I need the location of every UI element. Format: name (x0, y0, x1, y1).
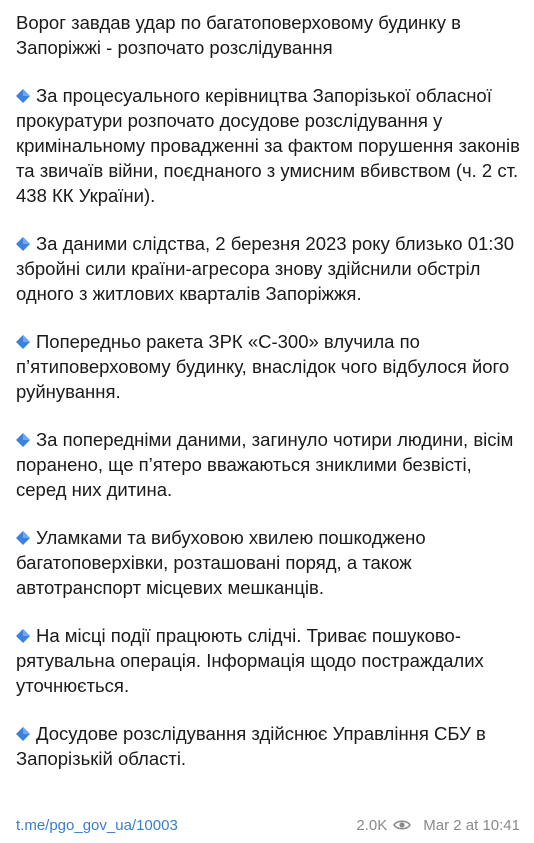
large-blue-diamond-icon (16, 89, 30, 103)
post-timestamp: Mar 2 at 10:41 (423, 816, 520, 834)
large-blue-diamond-icon (16, 531, 30, 545)
large-blue-diamond-icon (16, 629, 30, 643)
post-paragraph (16, 329, 522, 404)
post-link[interactable]: t.me/pgo_gov_ua/10003 (16, 816, 178, 834)
post-paragraph (16, 231, 522, 306)
post-paragraph (16, 525, 522, 600)
large-blue-diamond-icon (16, 727, 30, 741)
large-blue-diamond-icon (16, 237, 30, 251)
post-meta (356, 817, 520, 834)
post-paragraph-text: За процесуального керівництва Запорізької обласної прокуратури розпочато досудове розслідування у кримінальному провадженні за фактом порушення законів та звичаїв війни, поєднаного з умисним вбивством (ч. 2 ст. 438 КК України). (16, 85, 520, 206)
post-paragraph (16, 623, 522, 698)
post-paragraph-text: Досудове розслідування здійснює Управління СБУ в Запорізькій області. (16, 723, 486, 769)
large-blue-diamond-icon (16, 433, 30, 447)
post-paragraph (16, 427, 522, 502)
views-count: 2.0K (356, 816, 388, 834)
post-paragraph-text: За даними слідства, 2 березня 2023 року близько 01:30 збройні сили країни-агресора знову здійснили обстріл одного з житлових кварталів Запоріжжя. (16, 233, 515, 304)
post-title: Ворог завдав удар по багатоповерховому будинку в Запоріжжі - розпочато розслідування (16, 12, 461, 58)
post-paragraph-text: Уламками та вибуховою хвилею пошкоджено багатоповерхівки, розташовані поряд, а також автотранспорт місцевих мешканців. (16, 527, 426, 598)
post-paragraph (16, 721, 522, 771)
message-post (16, 10, 522, 779)
large-blue-diamond-icon (16, 335, 30, 349)
post-footer (16, 814, 520, 836)
post-paragraph-text: Попередньо ракета ЗРК «С-300» влучила по п’ятиповерховому будинку, внаслідок чого відбулося його руйнування. (16, 331, 510, 402)
post-paragraph-text: За попередніми даними, загинуло чотири людини, вісім поранено, ще п’ятеро вважаються зниклими безвісті, серед них дитина. (16, 429, 514, 500)
post-paragraph-text: На місці події працюють слідчі. Триває пошуково-рятувальна операція. Інформація щодо постраждалих уточнюється. (16, 625, 484, 696)
eye-icon (393, 819, 411, 831)
post-paragraph (16, 83, 522, 208)
